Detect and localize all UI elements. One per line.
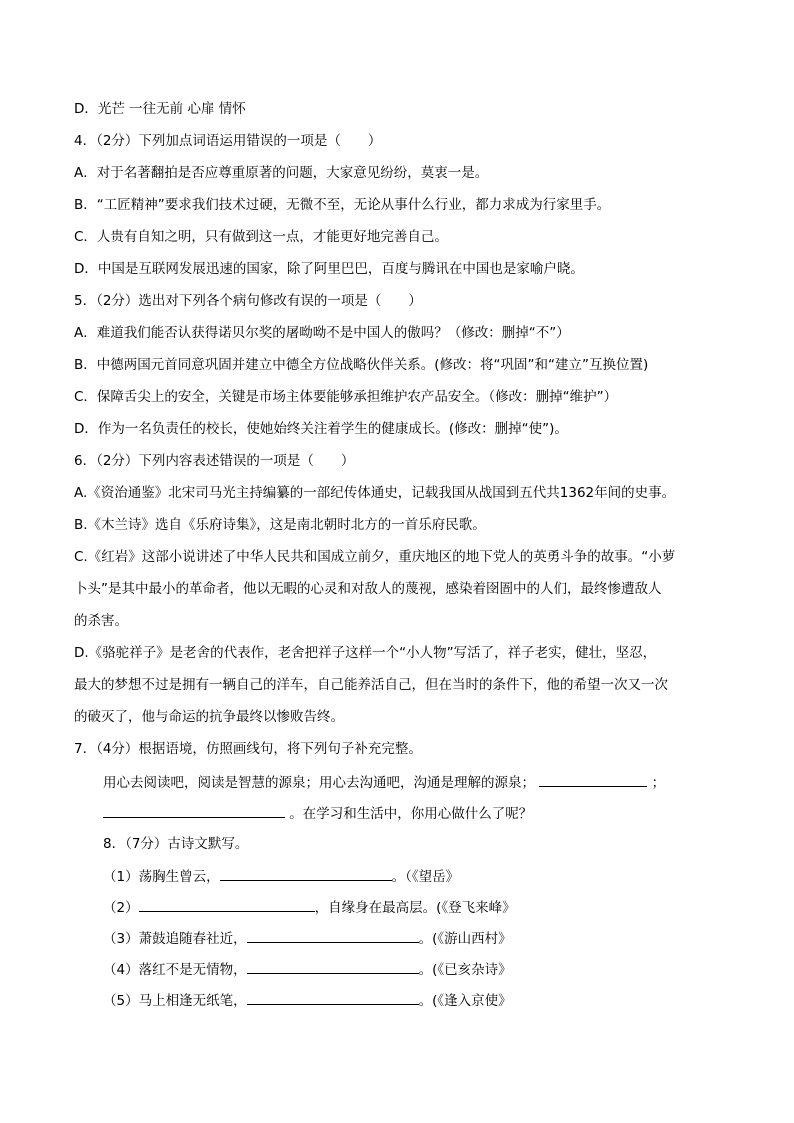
q6-stem: 6．（2分）下列内容表述错误的一项是（ ） xyxy=(74,453,355,469)
q6-option-d-line2: 最大的梦想不过是拥有一辆自己的洋车，自己能养活自己，但在当时的条件下，他的希望一次又一次 xyxy=(74,677,668,693)
q5-option-b: B．中德两国元首同意巩固并建立中德全方位战略伙伴关系。(修改：将“巩固”和“建立”互换位置) xyxy=(74,357,649,373)
q3-option-d: D．光芒 一往无前 心扉 情怀 xyxy=(74,101,246,117)
q7-line2 xyxy=(103,802,733,822)
q8-item-num: （4） xyxy=(103,962,139,978)
q8-blank-5[interactable] xyxy=(247,989,419,1005)
q8-item-after: 。(《逢入京使》 xyxy=(418,993,512,1009)
q8-item-4 xyxy=(103,958,733,978)
q6-option-c-line3: 的杀害。 xyxy=(74,613,128,629)
q8-item-num: （3） xyxy=(103,931,139,947)
q8-item-before: 荡胸生曾云， xyxy=(138,869,220,885)
q4-stem: 4．（2分）下列加点词语运用错误的一项是（ ） xyxy=(74,133,382,149)
q8-item-num: （5） xyxy=(103,993,139,1009)
q6-option-c-line2: 卜头”是其中最小的革命者，他以无暇的心灵和对敌人的蔑视，感染着囹圄中的人们，最终惨遭敌人 xyxy=(74,581,662,597)
q8-item-after: 。(《已亥杂诗》 xyxy=(418,962,512,978)
q7-blank-1[interactable] xyxy=(539,771,647,787)
q8-blank-3[interactable] xyxy=(247,927,419,943)
q7-line2-text: 。在学习和生活中，你用心做什么了呢？ xyxy=(289,806,533,822)
q7-blank-2[interactable] xyxy=(103,802,285,818)
q6-option-c-line1: C.《红岩》这部小说讲述了中华人民共和国成立前夕，重庆地区的地下党人的英勇斗争的故事。“小萝 xyxy=(74,549,676,565)
q5-option-d: D．作为一名负责任的校长，使她始终关注着学生的健康成长。(修改：删掉“使”)。 xyxy=(74,421,568,437)
q4-option-d: D．中国是互联网发展迅速的国家，除了阿里巴巴，百度与腾讯在中国也是家喻户晓。 xyxy=(74,261,584,277)
q8-item-before: 落红不是无情物， xyxy=(138,962,247,978)
q8-blank-1[interactable] xyxy=(220,865,392,881)
q8-item-after: 。（《望岳》 xyxy=(391,869,460,885)
q8-item-1 xyxy=(103,865,733,885)
q5-stem: 5．（2分）选出对下列各个病句修改有误的一项是（ ） xyxy=(74,293,422,309)
q8-item-after: ，自缘身在最高层。(《登飞来峰》 xyxy=(314,900,516,916)
q8-item-after: 。(《游山西村》 xyxy=(418,931,512,947)
q4-option-c: C．人贵有自知之明，只有做到这一点，才能更好地完善自己。 xyxy=(74,229,448,245)
q6-option-d-line1: D.《骆驼祥子》是老舍的代表作，老舍把祥子这样一个“小人物”写活了，祥子老实，健壮，坚忍， xyxy=(74,645,657,661)
q8-item-num: （1） xyxy=(103,869,139,885)
q4-option-b: B．“工匠精神”要求我们技术过硬，无微不至，无论从事什么行业，都力求成为行家里手。 xyxy=(74,197,611,213)
q8-blank-2[interactable] xyxy=(139,896,315,912)
q8-stem: 8．（7分）古诗文默写。 xyxy=(103,836,249,852)
q6-option-b: B.《木兰诗》选自《乐府诗集》，这是南北朝时北方的一首乐府民歌。 xyxy=(74,517,486,533)
q8-item-3 xyxy=(103,927,733,947)
q5-option-c: C．保障舌尖上的安全，关键是市场主体要能够承担维护农产品安全。（修改：删掉“维护”） xyxy=(74,389,618,405)
q8-item-5 xyxy=(103,989,733,1009)
q6-option-d-line3: 的破灭了，他与命运的抗争最终以惨败告终。 xyxy=(74,709,344,725)
q8-item-before: 萧鼓追随春社近， xyxy=(138,931,247,947)
q4-option-a: A．对于名著翻拍是否应尊重原著的问题，大家意见纷纷，莫衷一是。 xyxy=(74,165,489,181)
q8-item-num: （2） xyxy=(103,900,139,916)
q5-option-a: A．难道我们能否认获得诺贝尔奖的屠呦呦不是中国人的傲吗？（修改：删掉“不”） xyxy=(74,325,570,341)
q7-line1-text: 用心去阅读吧，阅读是智慧的源泉；用心去沟通吧，沟通是理解的源泉； xyxy=(103,775,535,791)
q7-stem: 7．（4分）根据语境，仿照画线句，将下列句子补充完整。 xyxy=(74,741,422,757)
q8-item-2 xyxy=(103,896,733,916)
q7-line1 xyxy=(103,771,733,791)
q8-blank-4[interactable] xyxy=(247,958,419,974)
q6-option-a: A.《资治通鉴》北宋司马光主持编纂的一部纪传体通史，记载我国从战国到五代共1362年间的史事。 xyxy=(74,485,676,501)
q8-item-before: 马上相逢无纸笔， xyxy=(138,993,247,1009)
q7-line1-end: ； xyxy=(651,775,666,791)
